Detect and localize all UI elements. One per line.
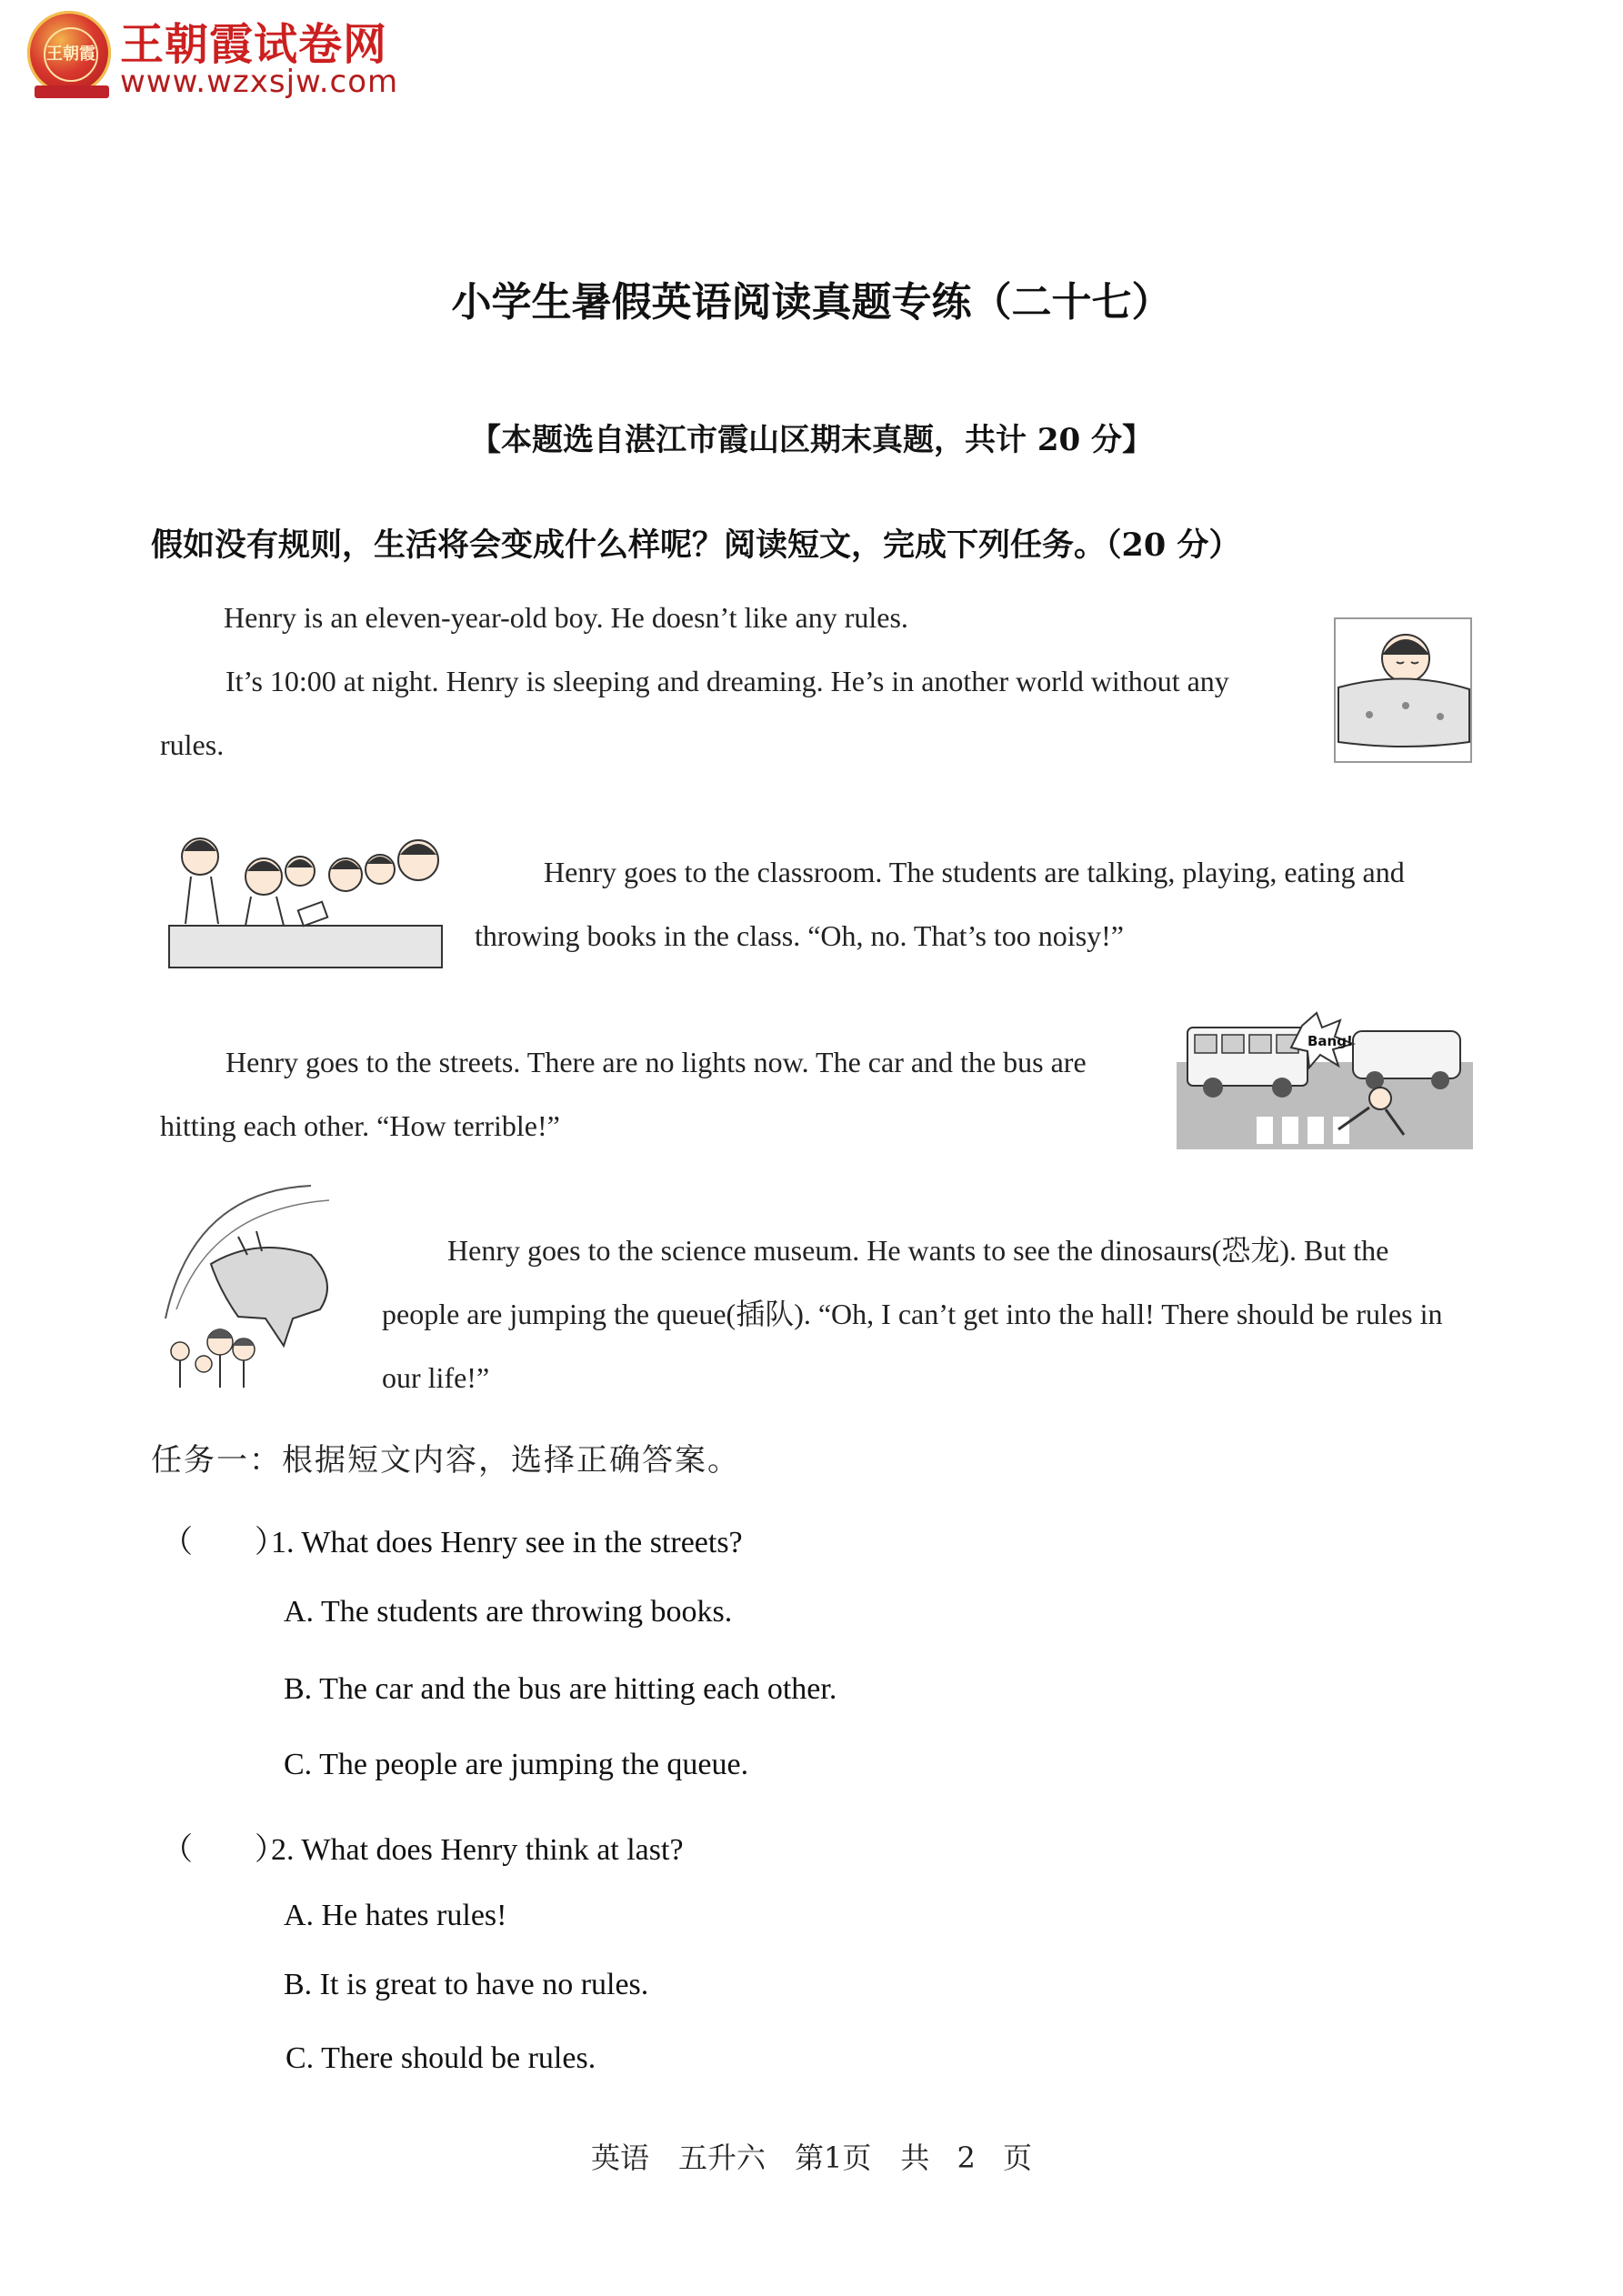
page-title: 小学生暑假英语阅读真题专练（二十七） bbox=[451, 279, 1172, 326]
dinosaur-museum-illustration bbox=[156, 1182, 346, 1393]
page-subtitle: 【本题选自湛江市霞山区期末真题，共计 20 分】 bbox=[470, 422, 1153, 458]
passage-paragraph-3: Henry goes to the classroom. The students are talking, playing, eating and throwing books in the class. “Oh, no. That’s too noisy!” bbox=[475, 856, 1405, 952]
question-2-option-a: A. He hates rules! bbox=[284, 1899, 507, 1932]
question-1-option-c: C. The people are jumping the queue. bbox=[284, 1748, 749, 1781]
task1-heading: 任务一：根据短文内容，选择正确答案。 bbox=[151, 1442, 740, 1479]
question-2-option-b: B. It is great to have no rules. bbox=[284, 1968, 649, 2001]
question-1-text: 1. What does Henry see in the streets? bbox=[271, 1526, 743, 1559]
logo-text: 王朝霞 bbox=[44, 27, 98, 82]
answer-blank-1[interactable]: （ ） bbox=[162, 1526, 286, 1559]
question-2-text: 2. What does Henry think at last? bbox=[271, 1833, 684, 1867]
reading-instruction: 假如没有规则，生活将会变成什么样呢？阅读短文，完成下列任务。（20 分） bbox=[151, 526, 1241, 564]
brand-url[interactable]: www.wzxsjw.com bbox=[120, 64, 399, 100]
page-footer: 英语 五升六 第1页 共 2 页 bbox=[590, 2141, 1033, 2175]
question-2 bbox=[162, 1824, 684, 1869]
passage-paragraph-5: Henry goes to the science museum. He wants to see the dinosaurs(恐龙). But the people are jumping the queue(插队). “Oh, I can’t get into the hall! There should be rules in our life!” bbox=[382, 1234, 1443, 1394]
question-2-option-c: C. There should be rules. bbox=[286, 2041, 596, 2075]
car-bus-crash-illustration bbox=[1175, 1008, 1475, 1153]
logo-ribbon bbox=[35, 85, 109, 98]
passage-paragraph-2: It’s 10:00 at night. Henry is sleeping and dreaming. He’s in another world without any rules. bbox=[160, 665, 1229, 761]
question-1-option-a: A. The students are throwing books. bbox=[284, 1595, 733, 1629]
brand-name: 王朝霞试卷网 bbox=[120, 19, 388, 70]
passage-paragraph-1: Henry is an eleven-year-old boy. He doesn’t like any rules. bbox=[224, 601, 908, 634]
passage-paragraph-4: Henry goes to the streets. There are no lights now. The car and the bus are hitting each other. “How terrible!” bbox=[160, 1046, 1087, 1142]
brand-logo bbox=[27, 11, 111, 95]
question-1 bbox=[162, 1517, 743, 1561]
bang-text: Bang! bbox=[1307, 1033, 1353, 1049]
noisy-classroom-illustration bbox=[164, 824, 451, 973]
question-1-option-b: B. The car and the bus are hitting each other. bbox=[284, 1672, 837, 1706]
answer-blank-2[interactable]: （ ） bbox=[162, 1833, 286, 1867]
sleeping-boy-illustration bbox=[1333, 615, 1478, 766]
